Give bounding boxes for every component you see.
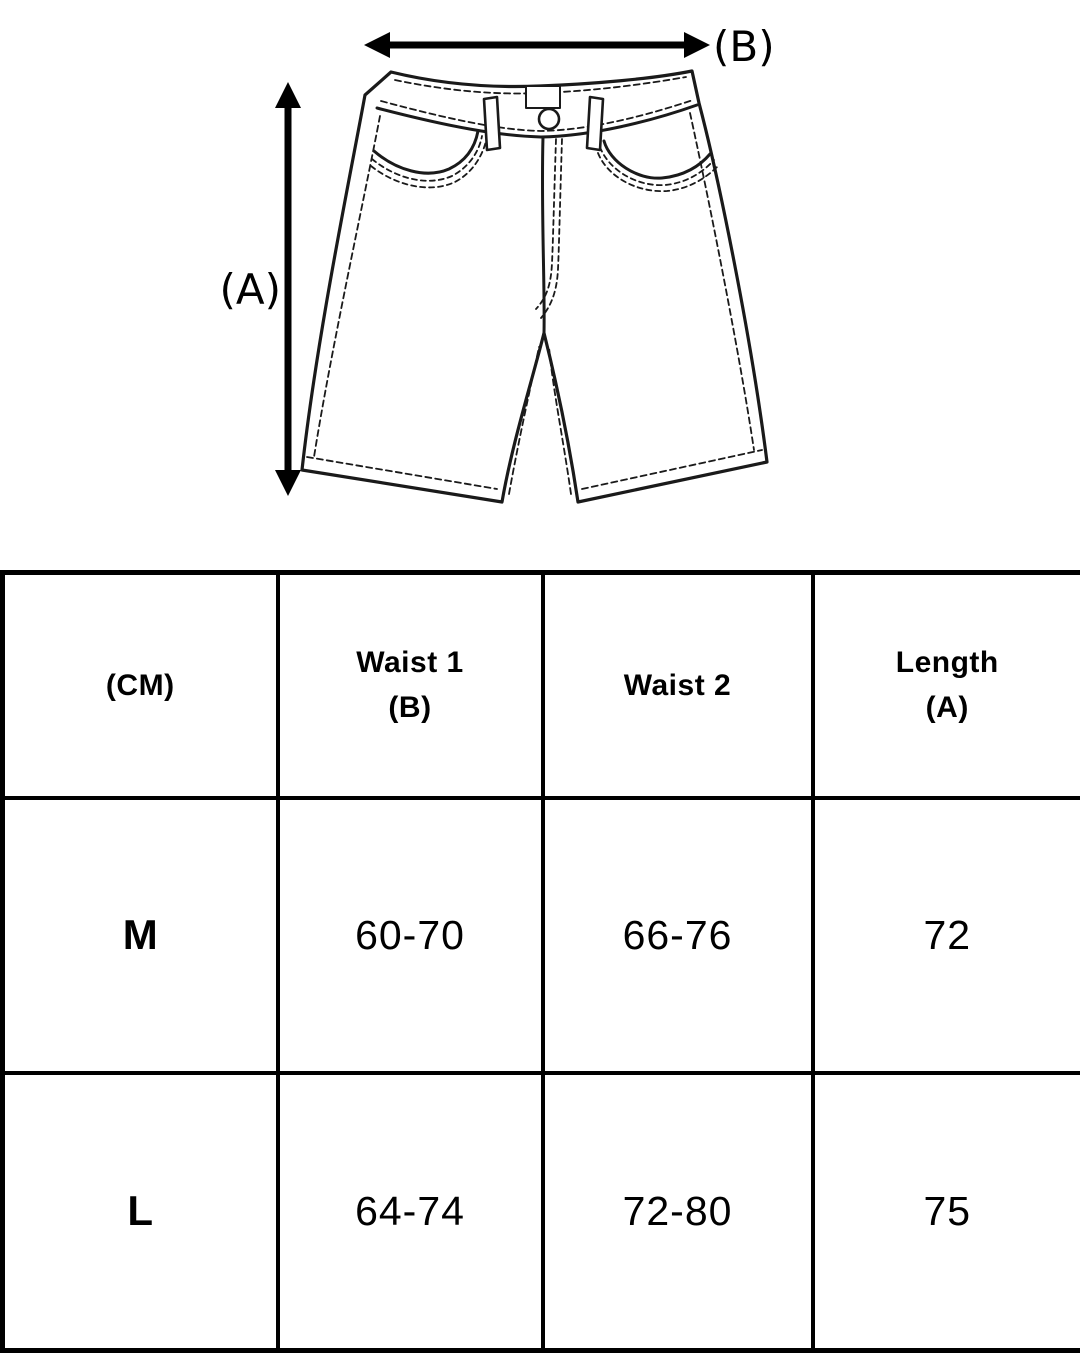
header-waist2	[543, 573, 813, 798]
table-row-m	[3, 798, 1080, 1073]
left-belt-loop	[484, 97, 500, 150]
header-length	[813, 573, 1080, 798]
waist1-value: 60-70	[355, 912, 465, 958]
header-line: Waist 1	[280, 640, 541, 685]
size-chart-table	[0, 570, 1080, 1353]
header-line: Waist 2	[545, 663, 811, 708]
waist2-value-cell	[543, 1073, 813, 1351]
waist2-value-cell	[543, 798, 813, 1073]
width-arrow-label: (B)	[713, 22, 775, 71]
length-arrow-label: (A)	[219, 265, 281, 314]
fly-seam	[542, 137, 544, 333]
waistband-button	[539, 109, 559, 129]
waist1-value-cell	[278, 798, 543, 1073]
table-row-l	[3, 1073, 1080, 1351]
table-header-row	[3, 573, 1080, 798]
waist2-value: 72-80	[623, 1188, 733, 1234]
waist1-value-cell	[278, 1073, 543, 1351]
size-label: M	[123, 911, 158, 958]
width-arrow-right-head	[684, 32, 710, 58]
right-belt-loop	[587, 97, 603, 150]
length-value: 72	[923, 912, 971, 958]
header-line: (B)	[280, 685, 541, 730]
waist1-value: 64-74	[355, 1188, 465, 1234]
length-value-cell	[813, 1073, 1080, 1351]
header-waist1	[278, 573, 543, 798]
length-arrow-bottom-head	[275, 470, 301, 496]
shorts-drawing	[302, 71, 767, 502]
size-label: L	[127, 1187, 153, 1234]
shorts-measurement-diagram	[0, 0, 1080, 565]
length-value-cell	[813, 798, 1080, 1073]
size-label-cell	[3, 798, 278, 1073]
header-size-unit	[3, 573, 278, 798]
brand-label-patch	[526, 86, 560, 108]
width-arrow-left-head	[364, 32, 390, 58]
length-arrow-top-head	[275, 82, 301, 108]
waist2-value: 66-76	[623, 912, 733, 958]
header-line: (CM)	[5, 663, 276, 708]
size-label-cell	[3, 1073, 278, 1351]
width-arrow	[364, 32, 710, 58]
header-line: (A)	[815, 685, 1080, 730]
length-value: 75	[923, 1188, 971, 1234]
header-line: Length	[815, 640, 1080, 685]
